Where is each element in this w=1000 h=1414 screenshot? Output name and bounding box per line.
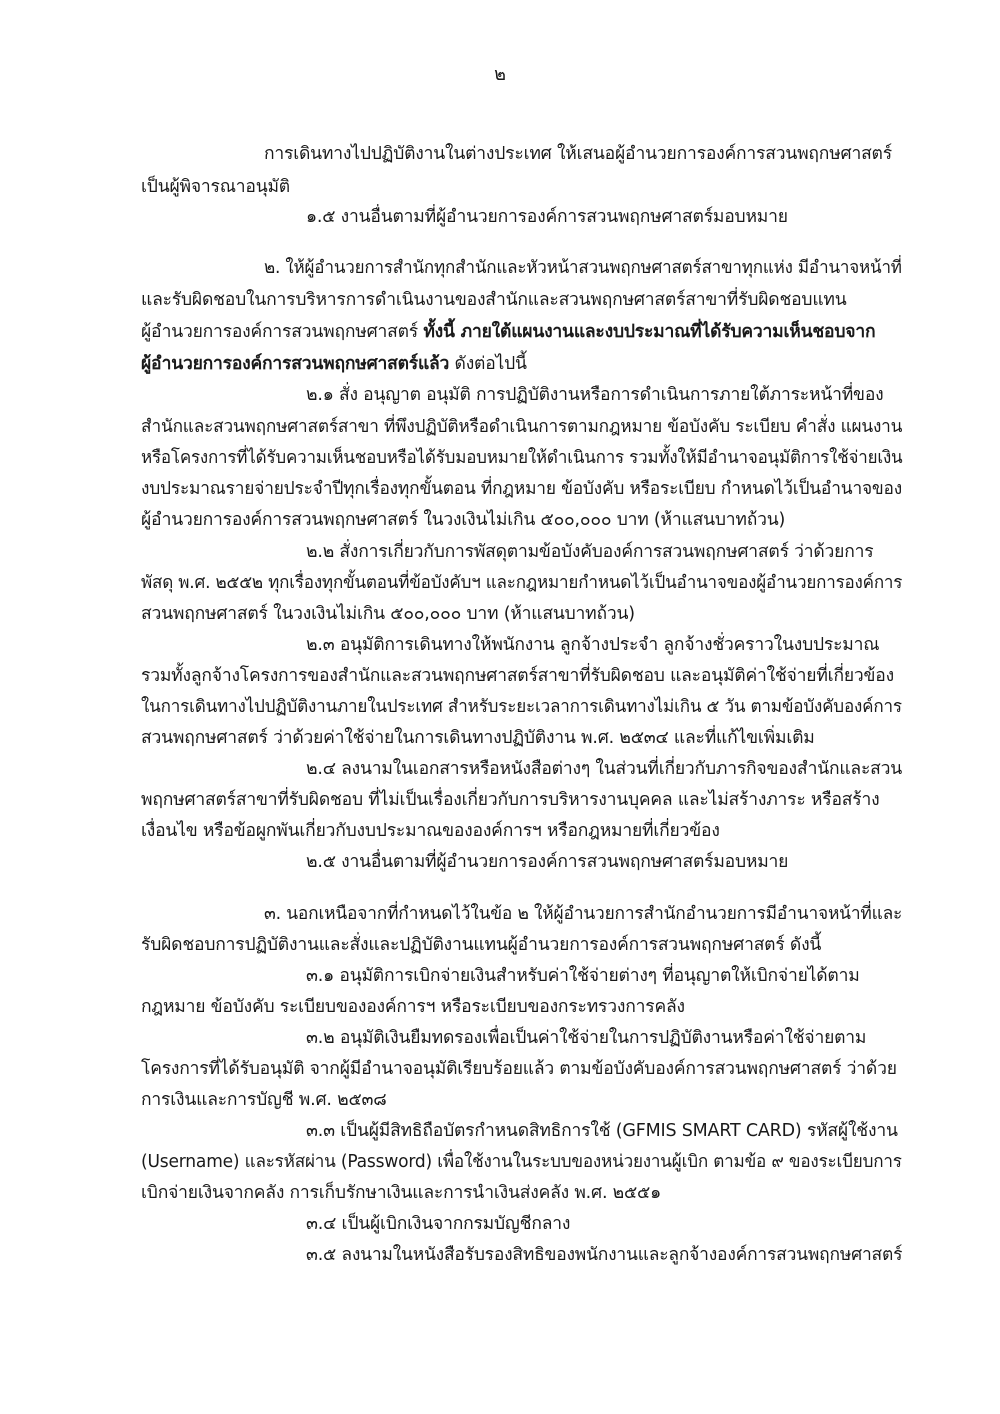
text-line: การเงินและการบัญชี พ.ศ. ๒๕๓๘ bbox=[141, 1090, 387, 1110]
text-line: ๓.๔ เป็นผู้เบิกเงินจากกรมบัญชีกลาง bbox=[306, 1214, 571, 1234]
text-line: รับผิดชอบการปฏิบัติงานและสั่งและปฏิบัติงานแทนผู้อำนวยการองค์การสวนพฤกษศาสตร์ ดังนี้ bbox=[141, 935, 822, 955]
text-line: ผู้อำนวยการองค์การสวนพฤกษศาสตร์แล้ว ดังต่อไปนี้ bbox=[141, 354, 527, 374]
text-line: และรับผิดชอบในการบริหารการดำเนินงานของสำนักและสวนพฤกษศาสตร์สาขาที่รับผิดชอบแทน bbox=[141, 290, 847, 310]
text-line: พัสดุ พ.ศ. ๒๕๕๒ ทุกเรื่องทุกขั้นตอนที่ข้อบังคับฯ และกฎหมายกำหนดไว้เป็นอำนาจของผู้อำนวยการองค์การ bbox=[141, 573, 903, 593]
text-line: พฤกษศาสตร์สาขาที่รับผิดชอบ ที่ไม่เป็นเรื่องเกี่ยวกับการบริหารงานบุคคล และไม่สร้างภาระ หรือสร้าง bbox=[141, 790, 880, 810]
text-line: ๓.๓ เป็นผู้มีสิทธิถือบัตรกำหนดสิทธิการใช้ (GFMIS SMART CARD) รหัสผู้ใช้งาน bbox=[306, 1121, 898, 1141]
text-line: ผู้อำนวยการองค์การสวนพฤกษศาสตร์ ในวงเงินไม่เกิน ๕๐๐,๐๐๐ บาท (ห้าแสนบาทถ้วน) bbox=[141, 510, 786, 530]
text-line: ๑.๕ งานอื่นตามที่ผู้อำนวยการองค์การสวนพฤกษศาสตร์มอบหมาย bbox=[306, 207, 788, 227]
text-line: ๒. ให้ผู้อำนวยการสำนักทุกสำนักและหัวหน้าสวนพฤกษศาสตร์สาขาทุกแห่ง มีอำนาจหน้าที่ bbox=[264, 258, 902, 278]
text-line: รวมทั้งลูกจ้างโครงการของสำนักและสวนพฤกษศาสตร์สาขาที่รับผิดชอบ และอนุมัติค่าใช้จ่ายที่เกี่ยวข้อง bbox=[141, 666, 894, 686]
text-line: ๓. นอกเหนือจากที่กำหนดไว้ในข้อ ๒ ให้ผู้อำนวยการสำนักอำนวยการมีอำนาจหน้าที่และ bbox=[264, 904, 903, 924]
text-line: ผู้อำนวยการองค์การสวนพฤกษศาสตร์ ทั้งนี้ ภายใต้แผนงานและงบประมาณที่ได้รับความเห็นชอบจาก bbox=[141, 322, 876, 342]
page-number: ๒ bbox=[494, 64, 506, 85]
text-line: กฎหมาย ข้อบังคับ ระเบียบขององค์การฯ หรือระเบียบของกระทรวงการคลัง bbox=[141, 997, 685, 1017]
text-line: เงื่อนไข หรือข้อผูกพันเกี่ยวกับงบประมาณขององค์การฯ หรือกฎหมายที่เกี่ยวข้อง bbox=[141, 821, 720, 841]
text-line: ในการเดินทางไปปฏิบัติงานภายในประเทศ สำหรับระยะเวลาการเดินทางไม่เกิน ๕ วัน ตามข้อบังคับองค์การ bbox=[141, 697, 902, 717]
text-line: สวนพฤกษศาสตร์ ว่าด้วยค่าใช้จ่ายในการเดินทางปฏิบัติงาน พ.ศ. ๒๕๓๔ และที่แก้ไขเพิ่มเติม bbox=[141, 728, 815, 748]
text-line: ๒.๓ อนุมัติการเดินทางให้พนักงาน ลูกจ้างประจำ ลูกจ้างชั่วคราวในงบประมาณ bbox=[306, 635, 880, 655]
text-line: หรือโครงการที่ได้รับความเห็นชอบหรือได้รับมอบหมายให้ดำเนินการ รวมทั้งให้มีอำนาจอนุมัติการใช้จ่ายเงิน bbox=[141, 448, 903, 468]
text-line: สำนักและสวนพฤกษศาสตร์สาขา ที่พึงปฏิบัติหรือดำเนินการตามกฎหมาย ข้อบังคับ ระเบียบ คำสั่ง แผนงาน bbox=[141, 417, 903, 437]
text-line: งบประมาณรายจ่ายประจำปีทุกเรื่องทุกขั้นตอน ที่กฎหมาย ข้อบังคับ หรือระเบียบ กำหนดไว้เป็นอำนาจของ bbox=[141, 479, 903, 499]
text-line: ๓.๕ ลงนามในหนังสือรับรองสิทธิของพนักงานและลูกจ้างองค์การสวนพฤกษศาสตร์ bbox=[306, 1245, 903, 1265]
text-line: ๒.๑ สั่ง อนุญาต อนุมัติ การปฏิบัติงานหรือการดำเนินการภายใต้ภาระหน้าที่ของ bbox=[306, 385, 884, 405]
text-line: ๒.๒ สั่งการเกี่ยวกับการพัสดุตามข้อบังคับองค์การสวนพฤกษศาสตร์ ว่าด้วยการ bbox=[306, 542, 874, 562]
text-line: เบิกจ่ายเงินจากคลัง การเก็บรักษาเงินและการนำเงินส่งคลัง พ.ศ. ๒๕๕๑ bbox=[141, 1183, 662, 1203]
text-line: ๒.๔ ลงนามในเอกสารหรือหนังสือต่างๆ ในส่วนที่เกี่ยวกับภารกิจของสำนักและสวน bbox=[306, 759, 903, 779]
text-line: โครงการที่ได้รับอนุมัติ จากผู้มีอำนาจอนุมัติเรียบร้อยแล้ว ตามข้อบังคับองค์การสวนพฤกษศาสตร์ ว่าด้วย bbox=[141, 1059, 897, 1079]
text-line: เป็นผู้พิจารณาอนุมัติ bbox=[141, 177, 290, 197]
text-line: ๓.๒ อนุมัติเงินยืมทดรองเพื่อเป็นค่าใช้จ่ายในการปฏิบัติงานหรือค่าใช้จ่ายตาม bbox=[306, 1028, 867, 1048]
text-line: ๒.๕ งานอื่นตามที่ผู้อำนวยการองค์การสวนพฤกษศาสตร์มอบหมาย bbox=[306, 852, 789, 872]
text-line: การเดินทางไปปฏิบัติงานในต่างประเทศ ให้เสนอผู้อำนวยการองค์การสวนพฤกษศาสตร์ bbox=[264, 144, 892, 164]
text-line: (Username) และรหัสผ่าน (Password) เพื่อใช้งานในระบบของหน่วยงานผู้เบิก ตามข้อ ๙ ของระเบียบการ bbox=[141, 1152, 902, 1172]
text-line: สวนพฤกษศาสตร์ ในวงเงินไม่เกิน ๕๐๐,๐๐๐ บาท (ห้าแสนบาทถ้วน) bbox=[141, 604, 635, 624]
text-line: ๓.๑ อนุมัติการเบิกจ่ายเงินสำหรับค่าใช้จ่ายต่างๆ ที่อนุญาตให้เบิกจ่ายได้ตาม bbox=[306, 966, 860, 986]
